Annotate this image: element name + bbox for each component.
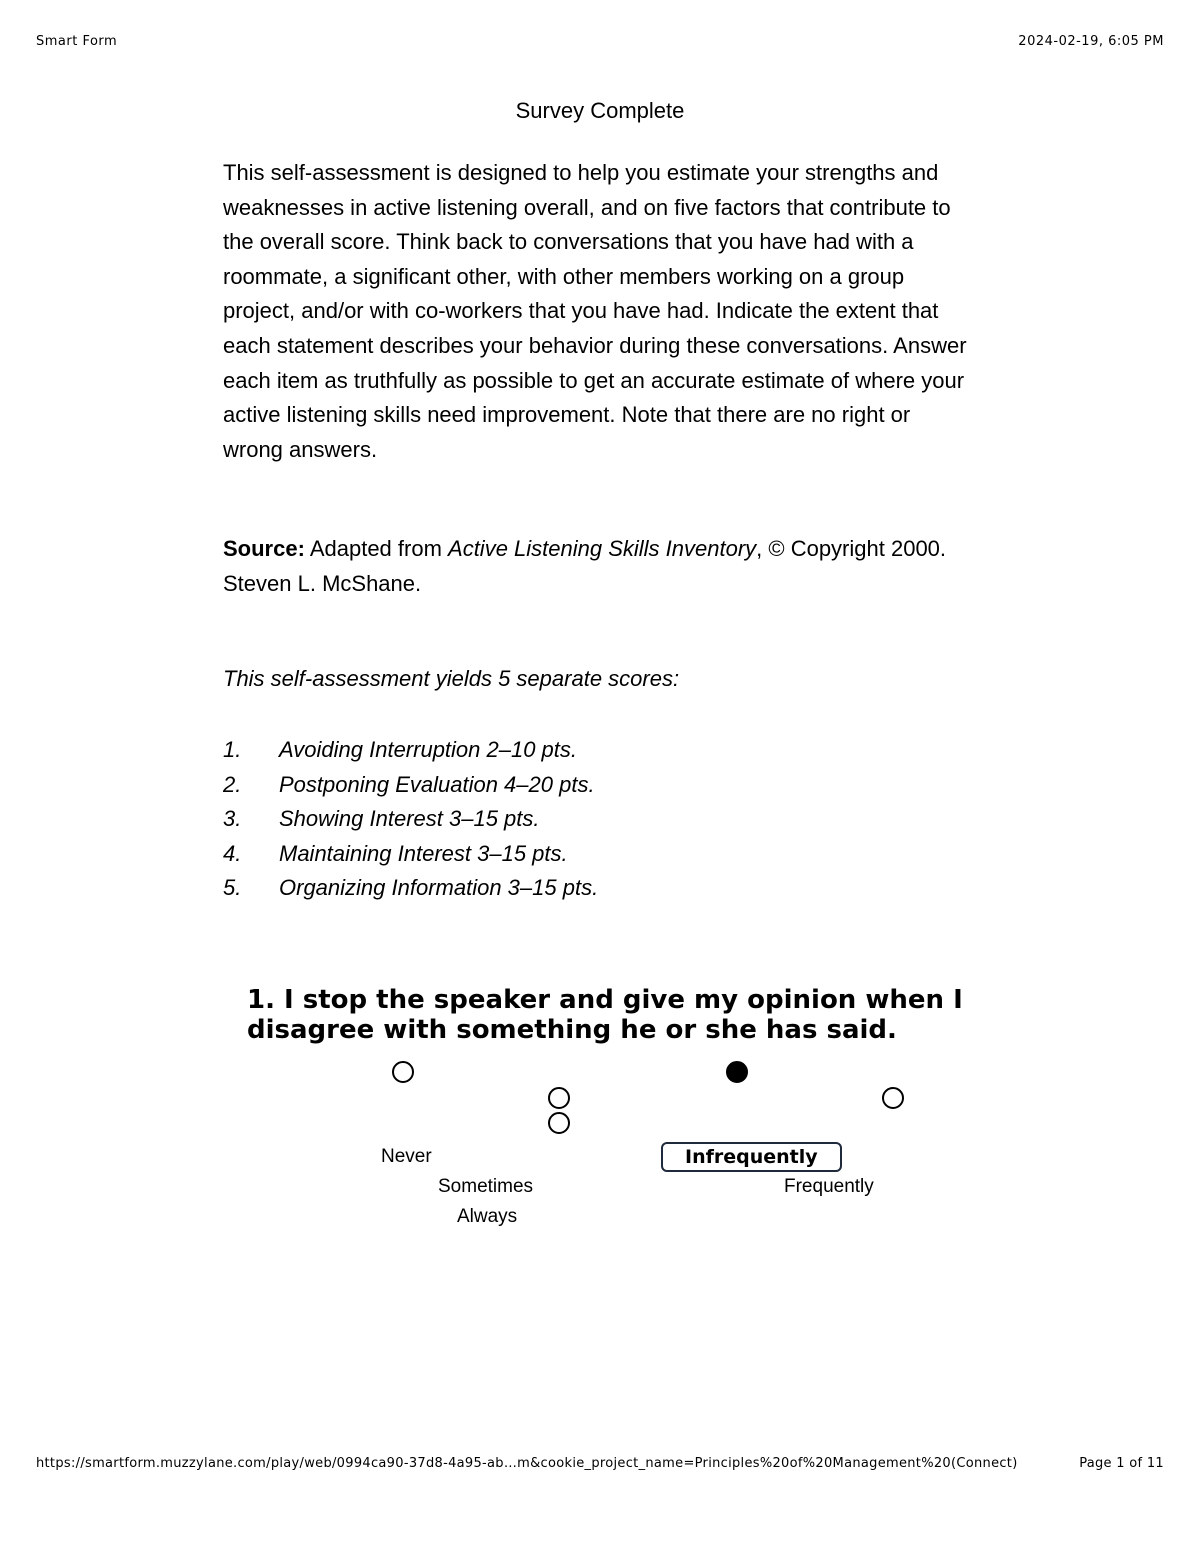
option-label-frequently[interactable]: Frequently [784, 1176, 874, 1197]
option-label-infrequently[interactable]: Infrequently [661, 1142, 842, 1172]
list-item [223, 802, 598, 837]
source-pre: Adapted from [304, 536, 449, 561]
list-item [223, 768, 598, 803]
source-label: Source: [223, 536, 305, 561]
list-item-text: Postponing Evaluation 4–20 pts. [279, 771, 595, 797]
radio-sometimes[interactable] [548, 1087, 570, 1109]
list-item-number: 5. [223, 875, 242, 901]
radio-always[interactable] [548, 1112, 570, 1134]
list-item-text: Maintaining Interest 3–15 pts. [279, 840, 568, 866]
print-footer-url: https://smartform.muzzylane.com/play/web/0994ca90-37d8-4a95-ab…m&cookie_project_name=Principles%20of%20Management%20(Connect) [36, 1456, 1018, 1471]
list-item [223, 871, 598, 906]
option-label-always[interactable]: Always [457, 1206, 518, 1227]
radio-infrequently[interactable] [726, 1061, 748, 1083]
list-item-number: 1. [223, 737, 242, 762]
print-header-title: Smart Form [36, 34, 118, 49]
scores-intro: This self-assessment yields 5 separate scores: [223, 666, 680, 691]
option-label-never[interactable]: Never [381, 1146, 432, 1167]
list-item-number: 4. [223, 840, 242, 866]
list-item-number: 3. [223, 806, 242, 832]
list-item [223, 837, 598, 872]
source-citation [223, 532, 968, 601]
source-work: Active Listening Skills Inventory [448, 536, 757, 561]
question-text: 1. I stop the speaker and give my opinion when I disagree with something he or she has said. [247, 985, 963, 1045]
list-item [223, 733, 598, 768]
print-header-datetime: 2024-02-19, 6:05 PM [1018, 34, 1164, 49]
source-post: , © Copyright 2000. Steven L. McShane. [223, 536, 947, 596]
list-item-text: Avoiding Interruption 2–10 pts. [279, 737, 578, 762]
list-item-text: Showing Interest 3–15 pts. [279, 806, 540, 832]
scores-list [223, 733, 598, 906]
option-label-sometimes[interactable]: Sometimes [438, 1176, 534, 1197]
print-footer-page-number: Page 1 of 11 [1079, 1456, 1164, 1471]
radio-never[interactable] [392, 1061, 414, 1083]
list-item-number: 2. [223, 771, 242, 797]
page-title: Survey Complete [515, 98, 685, 123]
radio-frequently[interactable] [882, 1087, 904, 1109]
intro-paragraph: This self-assessment is designed to help you estimate your strengths and weaknesses in active listening overall, and on five factors that contribute to the overall score. Think back to conversations that you have had with a roommate, a significant other, with other members working on a group project, and/or with co-workers that you have had. Indicate the extent that each statement describes your behavior during these conversations. Answer each item as truthfully as possible to get an accurate estimate of where your active listening skills need improvement. Note that there are no right or wrong answers. [223, 160, 967, 462]
list-item-text: Organizing Information 3–15 pts. [279, 875, 599, 901]
